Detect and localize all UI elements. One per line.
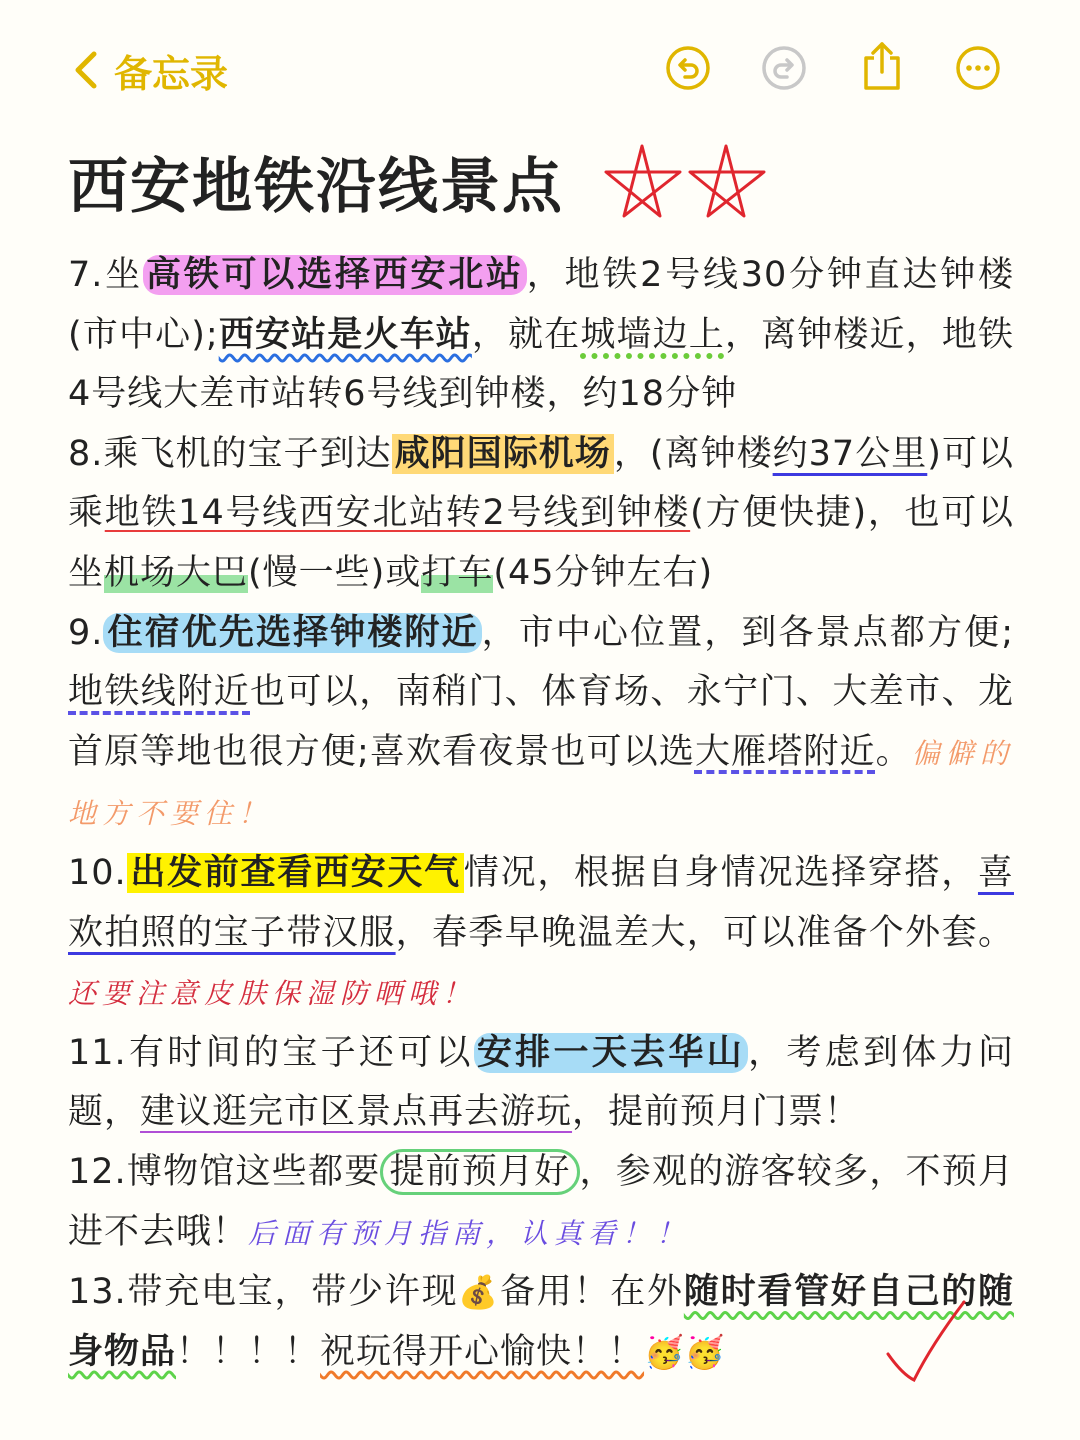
underline-red: 地铁14号线西安北站转2号线到钟楼 [104,493,691,534]
highlight-pink: 高铁可以选择西安北站 [143,255,527,295]
text: 13.带充电宝，带少许现 [68,1272,459,1313]
text: 10. [68,852,127,893]
back-label: 备忘录 [114,51,229,96]
tip-10 [68,844,1014,1024]
underline-purple: 约37公里 [772,433,928,474]
circled-text: 提前预月好 [380,1149,579,1195]
highlight-orange: 咸阳国际机场 [392,434,614,474]
text: )可以乘 [68,433,1014,534]
text: 12.博物馆这些都要 [68,1151,381,1192]
highlight-green: 打车 [421,552,494,593]
highlight-blue: 安排一天去华山 [474,1033,748,1073]
text: 11.有时间的宝子还可以 [68,1032,474,1073]
tip-8 [68,425,1014,604]
text: 情况，根据自身情况选择穿搭， [463,852,978,893]
share-icon[interactable] [858,40,906,92]
text: ，提前预月门票！ [572,1092,861,1133]
text: 7.坐 [68,255,143,295]
undo-icon[interactable] [664,44,712,92]
underline-purple: 喜欢拍照的宝子带汉服 [68,852,1014,953]
text: (慢一些)或 [248,552,422,593]
star-doodle-icon [602,142,772,222]
redo-icon[interactable] [760,44,808,92]
note-title: 西安地铁沿线景点 [68,152,564,222]
text: ，离钟楼近，地铁4号线大差市站转6号线到钟楼，约18分钟 [68,314,1014,415]
underline-blue-wave: 西安站是火车站 [218,314,472,355]
text: ，参观的游客较多，不预月进不去哦！ [68,1151,1014,1252]
money-bag-icon: 💰 [458,1273,500,1312]
highlight-yellow: 出发前查看西安天气 [127,853,464,893]
underline-orange-wave: 祝玩得开心愉快！！ [320,1331,645,1372]
underline-green-dotted: 城墙边上 [580,314,725,355]
underline-green-wave: 随时看管好自己的随身物品 [68,1272,1014,1372]
handwritten-note: 后面有预月指南，认真看！！ [248,1216,691,1250]
note-body[interactable] [68,246,1014,1382]
highlight-green: 机场大巴 [104,552,249,593]
navigation-bar [0,0,1080,130]
text: (方便快捷)，也可以坐 [68,493,1014,593]
note-title-row [68,132,772,232]
tip-12 [68,1143,1014,1263]
highlight-blue: 住宿优先选择钟楼附近 [103,613,481,653]
back-button[interactable] [72,40,228,100]
text: ，春季早晚温差大，可以准备个外套。 [395,912,1014,953]
text: (45分钟左右) [493,552,714,593]
text: ，(离钟楼 [613,433,773,474]
underline-purple-dashed: 地铁线附近 [68,672,250,713]
text: 8.乘飞机的宝子到达 [68,433,392,474]
text: ，就在 [471,314,581,355]
tip-13 [68,1263,1014,1382]
tip-7 [68,246,1014,425]
tip-11 [68,1024,1014,1143]
text: ，地铁2号线30分钟直达钟楼(市中心); [68,255,1014,355]
handwritten-note: 偏僻的地方不要住！ [68,736,1014,831]
text: 备用！在外 [499,1272,684,1313]
chevron-left-icon [72,50,98,90]
handwritten-note: 还要注意皮肤保湿防晒哦！ [68,977,477,1011]
text: 。 [875,731,912,772]
text: ，市中心位置，到各景点都方便; [481,612,1014,653]
more-icon[interactable] [954,44,1002,92]
underline-violet: 建议逛完市区景点再去游玩 [140,1092,573,1133]
tip-9 [68,604,1014,844]
text: ！！！！ [176,1331,321,1372]
text: ，考虑到体力问题， [68,1032,1014,1133]
underline-purple-dashed: 大雁塔附近 [694,731,876,772]
text: 也可以，南稍门、体育场、永宁门、大差市、龙首原等地也很方便;喜欢看夜景也可以选 [68,672,1014,772]
text: 9. [68,612,104,653]
party-face-icon: 🥳🥳 [644,1332,726,1371]
